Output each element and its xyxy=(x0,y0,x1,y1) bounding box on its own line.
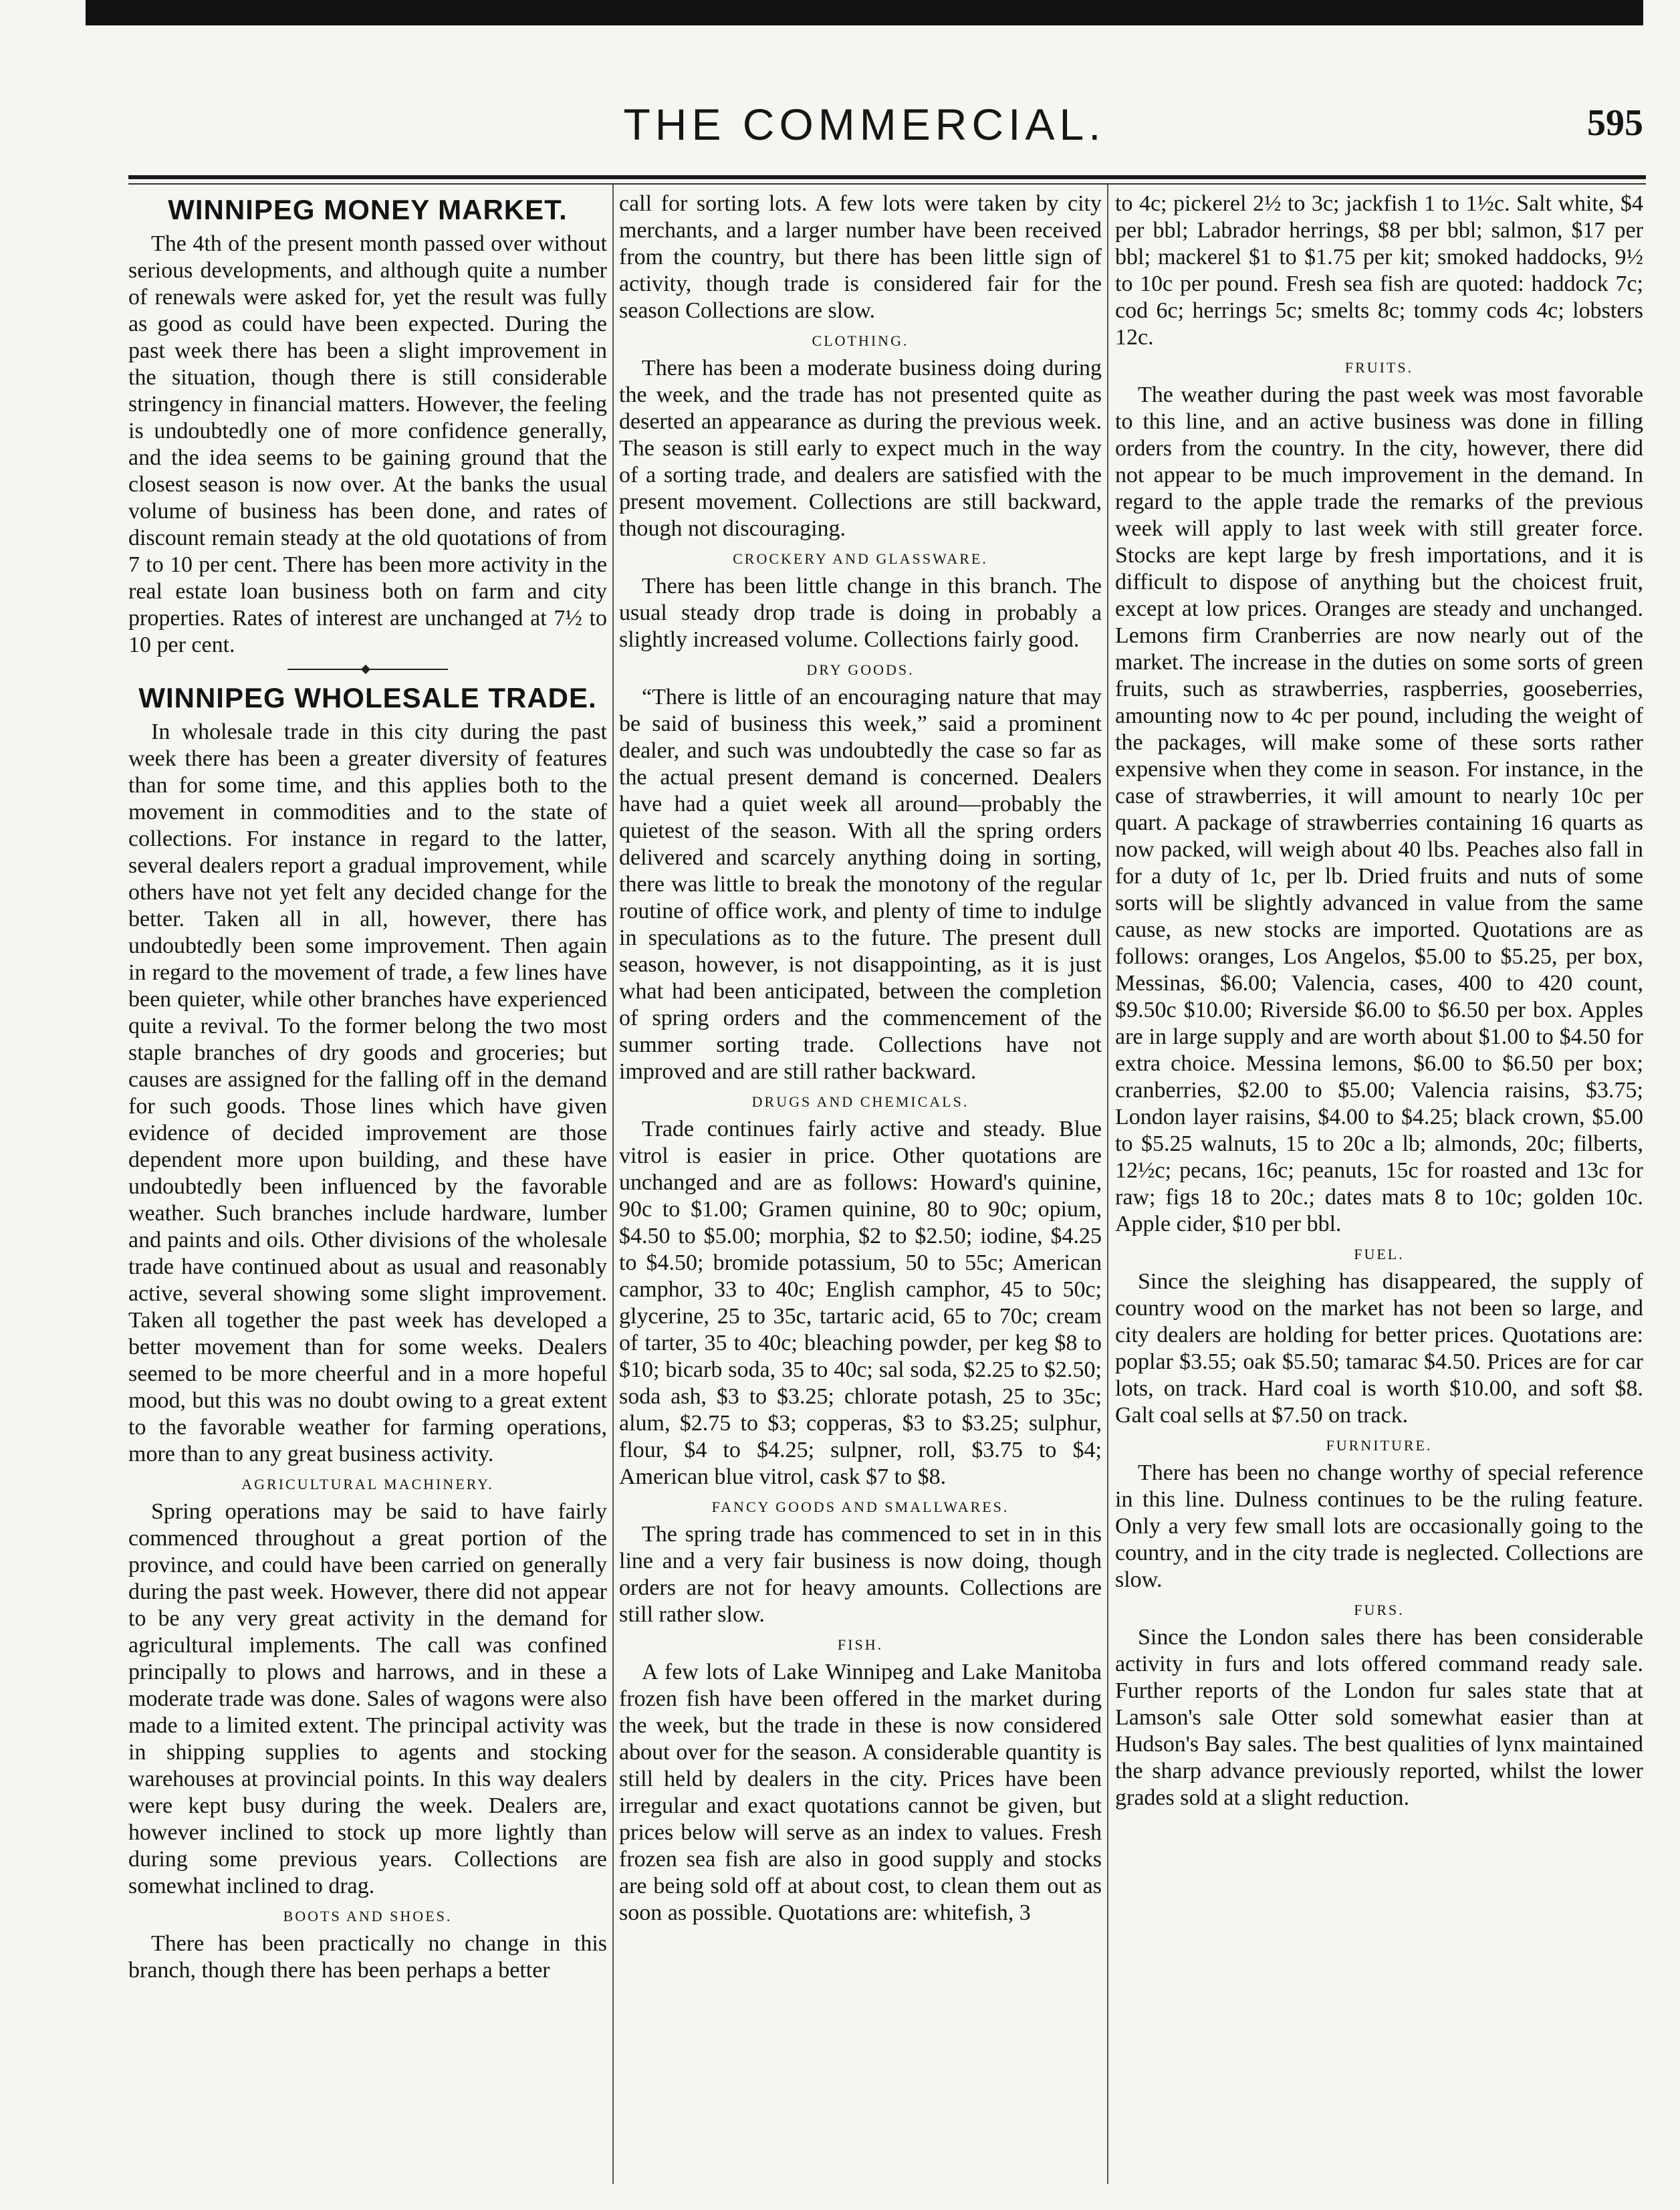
furs-paragraph: Since the London sales there has been considerable activity in furs and lots offered command ready sale. Further reports of the London fur sales state that at Lamson's sale Otter sold somewhat easier than at Hudson's Bay sales. The best qualities of lynx maintained the sharp advance previously reported, whilst the lower grades sold at a slight reduction. xyxy=(1115,1625,1643,1810)
column-1 xyxy=(128,191,607,2203)
header-rule xyxy=(128,175,1646,179)
column-divider xyxy=(612,185,614,2184)
fuel-paragraph: Since the sleighing has disappeared, the supply of country wood on the market has not been so large, and city dealers are holding for better prices. Quotations are: poplar $3.55; oak $5.50; tamarac $4.50. Prices are for car lots, on track. Hard coal is worth $10.00, and soft $8. Galt coal sells at $7.50 on track. xyxy=(1115,1269,1643,1428)
fruits-paragraph: The weather during the past week was most favorable to this line, and an active business was done in filling orders from the country. In the city, however, there did not appear to be much improvement in the demand. In regard to the apple trade the remarks of the previous week will apply to last week with still greater force. Stocks are kept large by fresh importations, and it is difficult to dispose of anything but the choicest fruit, except at low prices. Oranges are steady and unchanged. Lemons firm Cranberries are now nearly out of the market. The increase in the duties on some sorts of green fruits, such as strawberries, raspberries, gooseberries, amounting now to 4c per pound, including the weight of the packages, will make some of these sorts rather expensive when they come in season. For instance, in the case of strawberries, it will amount to nearly 10c per quart. A package of strawberries containing 16 quarts as now packed, will weigh about 40 lbs. Peaches also fall in for a duty of 1c, per lb. Dried fruits and nuts of some sorts will be slightly advanced in value from the same cause, as new stocks are imported. Quotations are as follows: oranges, Los Angelos, $5.00 to $5.25, per box, Messinas, $6.00; Valencia, cases, 400 to 420 count, $9.50c $10.00; Riverside $6.00 to $6.50 per box. Apples are in large supply and are worth about $1.00 to $4.50 for extra choice. Messina lemons, $6.00 to $6.50 per box; cranberries, $2.00 to $5.00; Valencia raisins, $3.75; London layer raisins, $4.00 to $4.25; black crown, $5.00 to $5.25 walnuts, 15 to 20c a lb; almonds, 20c; filberts, 12½c; pecans, 16c; peanuts, 15c for roasted and 13c for raw; figs 18 to 20c.; dates mats 8 to 10c; golden 10c. Apple cider, $10 per bbl. xyxy=(1115,382,1643,1236)
column-2 xyxy=(619,191,1102,2203)
fish-continued: to 4c; pickerel 2½ to 3c; jackfish 1 to 1½c. Salt white, $4 per bbl; Labrador herrings, $8 per bbl; salmon, $17 per bbl; mackerel $1 to $1.75 per kit; smoked haddocks, 9½ to 10c per pound. Fresh sea fish are quoted: haddock 7c; cod 6c; herrings 5c; smelts 8c; tommy cods 4c; lobsters 12c. xyxy=(1115,191,1643,350)
agricultural-machinery-subheading: AGRICULTURAL MACHINERY. xyxy=(241,1476,494,1493)
crockery-subheading: CROCKERY AND GLASSWARE. xyxy=(733,550,988,567)
column-divider xyxy=(1107,185,1108,2184)
masthead-title: THE COMMERCIAL. xyxy=(623,100,1106,149)
header-rule-thin xyxy=(128,183,1646,185)
fancy-goods-subheading: FANCY GOODS AND SMALLWARES. xyxy=(711,1499,1009,1515)
crockery-paragraph: There has been little change in this branch. The usual steady drop trade is doing in probably a slightly increased volume. Collections fairly good. xyxy=(619,574,1102,652)
furs-subheading: FURS. xyxy=(1354,1601,1405,1618)
column-3 xyxy=(1115,191,1643,2203)
clothing-subheading: CLOTHING. xyxy=(812,332,909,349)
drugs-subheading: DRUGS AND CHEMICALS. xyxy=(751,1093,969,1110)
section-divider xyxy=(287,664,448,675)
money-market-paragraph: The 4th of the present month passed over without serious developments, and although quite a number of renewals were asked for, yet the result was fully as good as could have been expected. During the past week there has been a slight improvement in the situation, though there is still considerable stringency in financial matters. However, the feeling is undoubtedly one of more confidence generally, and the idea seems to be gaining ground that the closest season is now over. At the banks the usual volume of business has been done, and rates of discount remain steady at the old quotations of from 7 to 10 per cent. There has been more activity in the real estate loan business both on farm and city properties. Rates of interest are unchanged at 7½ to 10 per cent. xyxy=(128,231,607,657)
fish-subheading: FISH. xyxy=(837,1636,884,1653)
boots-shoes-paragraph: There has been practically no change in this branch, though there has been perhaps a better xyxy=(128,1931,607,1983)
dry-goods-subheading: DRY GOODS. xyxy=(806,661,915,678)
boots-shoes-continued: call for sorting lots. A few lots were taken by city merchants, and a larger number have been received from the country, but there has been little sign of activity, though trade is considered fair for the season Collections are slow. xyxy=(619,191,1102,323)
furniture-paragraph: There has been no change worthy of special reference in this line. Dulness continues to be the ruling feature. Only a very few small lots are occasionally going to the country, and in the city trade is neglected. Collections are slow. xyxy=(1115,1460,1643,1592)
page-number: 595 xyxy=(1587,102,1643,144)
fruits-subheading: FRUITS. xyxy=(1344,359,1414,376)
dry-goods-paragraph: “There is little of an encouraging nature that may be said of business this week,” said a prominent dealer, and such was undoubtedly the case so far as the actual present demand is concerned. Dealers have had a quiet week all around—probably the quietest of the season. With all the spring orders delivered and scarcely anything doing in sorting, there was little to break the monotony of the regular routine of office work, and plenty of time to indulge in speculations as to the future. The present dull season, however, is not disappointing, as it is just what had been anticipated, between the completion of spring orders and the commencement of the summer sorting trade. Collections have not improved and are still rather backward. xyxy=(619,685,1102,1084)
wholesale-trade-paragraph: In wholesale trade in this city during the past week there has been a greater diversity of features than for some time, and this applies both to the movement in commodities and to the state of collections. For instance in regard to the latter, several dealers report a gradual improvement, while others have not yet felt any decided change for the better. Taken all in all, however, there has undoubtedly been some improvement. Then again in regard to the movement of trade, a few lines have been quieter, while other branches have experienced quite a revival. To the former belong the two most staple branches of dry goods and groceries; but causes are assigned for the falling off in the demand for such goods. Those lines which have given evidence of decided improvement are those dependent more upon building, and these have undoubtedly been influenced by the favorable weather. Such branches include hardware, lumber and paints and oils. Other divisions of the wholesale trade have continued about as usual and reasonably active, several showing some slight improvement. Taken all together the past week has developed a better movement than for some weeks. Dealers seemed to be more cheerful and in a more hopeful mood, but this was no doubt owing to a great extent to the favorable weather for farming operations, more than to any great business activity. xyxy=(128,720,607,1466)
furniture-subheading: FURNITURE. xyxy=(1326,1437,1433,1454)
drugs-paragraph: Trade continues fairly active and steady. Blue vitrol is easier in price. Other quotations are unchanged and are as follows: Howard's quinine, 90c to $1.00; Gramen quinine, 80 to 90c; opium, $4.50 to $5.00; morphia, $2 to $2.50; iodine, $4.25 to $4.50; bromide potassium, 50 to 55c; American camphor, 33 to 40c; English camphor, 45 to 50c; glycerine, 25 to 35c, tartaric acid, 65 to 70c; cream of tarter, 35 to 40c; bleaching powder, per keg $8 to $10; bicarb soda, 35 to 40c; sal soda, $2.25 to $2.50; soda ash, $3 to $3.25; chlorate potash, 25 to 35c; alum, $2.75 to $3; copperas, $3 to $3.25; sulphur, flour, $4 to $4.25; sulpner, roll, $3.75 to $4; American blue vitrol, cask $7 to $8. xyxy=(619,1117,1102,1489)
fuel-subheading: FUEL. xyxy=(1354,1246,1405,1262)
fish-paragraph: A few lots of Lake Winnipeg and Lake Manitoba frozen fish have been offered in the market during the week, but the trade in these is now considered about over for the season. A considerable quantity is still held by dealers in the city. Prices have been irregular and exact quotations cannot be given, but prices below will serve as an index to values. Fresh frozen sea fish are also in good supply and stocks are being sold off at about cost, to clean them out as soon as possible. Quotations are: whitefish, 3 xyxy=(619,1660,1102,1925)
wholesale-trade-heading: WINNIPEG WHOLESALE TRADE. xyxy=(138,682,597,713)
boots-shoes-subheading: BOOTS AND SHOES. xyxy=(283,1908,453,1924)
top-border-bar xyxy=(86,0,1643,25)
page-header xyxy=(86,99,1643,166)
fancy-goods-paragraph: The spring trade has commenced to set in in this line and a very fair business is now doing, though orders are not for heavy amounts. Collections are still rather slow. xyxy=(619,1522,1102,1627)
agricultural-machinery-paragraph: Spring operations may be said to have fairly commenced throughout a great portion of the province, and could have been carried on generally during the past week. However, there did not appear to be any very great activity in the demand for agricultural implements. The call was confined principally to plows and harrows, and in these a moderate trade was done. Sales of wagons were also made to a limited extent. The principal activity was in shipping supplies to agents and stocking warehouses at provincial points. In this way dealers were kept busy during the week. Dealers are, however inclined to stock up more lightly than during some previous years. Collections are somewhat inclined to drag. xyxy=(128,1499,607,1898)
clothing-paragraph: There has been a moderate business doing during the week, and the trade has not presented quite as deserted an appearance as during the previous week. The season is still early to expect much in the way of a sorting trade, and dealers are satisfied with the present movement. Collections are still backward, though not discouraging. xyxy=(619,356,1102,541)
money-market-heading: WINNIPEG MONEY MARKET. xyxy=(168,194,568,225)
